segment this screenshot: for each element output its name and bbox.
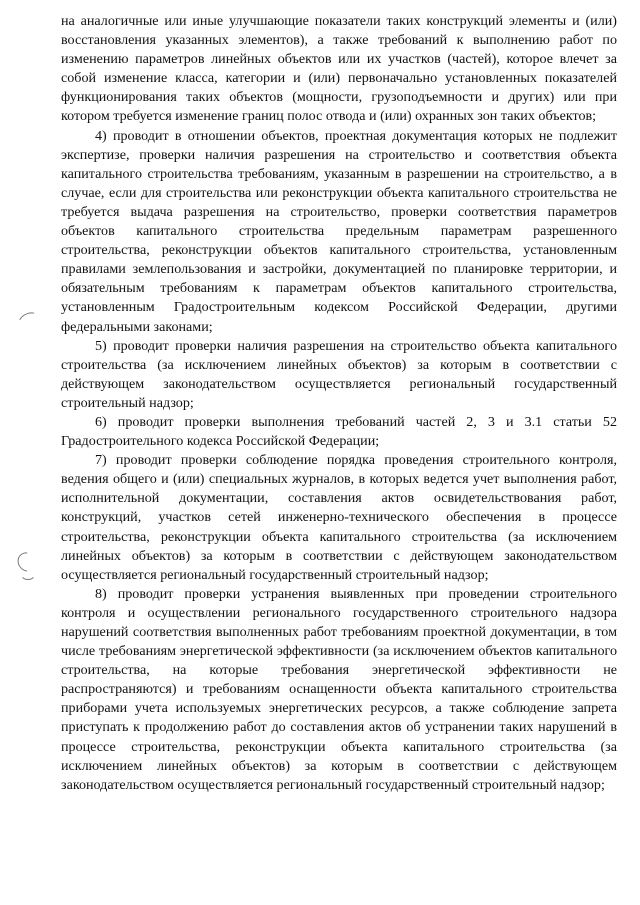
scan-margin-mark bbox=[16, 309, 43, 333]
paragraph-item-5: 5) проводит проверки наличия разрешения на строительство объекта капитального строительства (за исключением линейных объектов) за которым в соответствии с действующем законодательством осуществляется региональный государственный строительный надзор; bbox=[61, 337, 617, 411]
paragraph-continuation: на аналогичные или иные улучшающие показатели таких конструкций элементы и (или) восстановления указанных элементов), а также требований к выполнению работ по изменению параметров линейных объектов или их участков (частей), которое влечет за собой изменение класса, категории и (или) первоначально установленных показателей функционирования таких объектов (мощности, грузоподъемности и других) или при котором требуется изменение границ полос отвода и (или) охранных зон таких объектов; bbox=[61, 13, 617, 125]
scan-margin-mark bbox=[20, 566, 36, 580]
paragraph-item-4: 4) проводит в отношении объектов, проектная документация которых не подлежит экспертизе, проверки наличия разрешения на строительство и соответствия объекта капитального строительства требованиям, указанным в разрешении на строительство, а в случае, если для строительства или реконструкции объекта капитального строительства не требуется выдача разрешения на строительство, проверки соответствия параметров объектов капитального строительства предельным параметрам разрешенного строительства, реконструкции объектов капитального строительства, установленным правилами землепользования и застройки, документацией по планировке территории, и обязательным требованиям к параметрам объектов капитального строительства, установленным Градостроительным кодексом Российской Федерации, другими федеральными законами; bbox=[61, 127, 617, 335]
document-page bbox=[61, 12, 617, 795]
paragraph-item-8: 8) проводит проверки устранения выявленных при проведении строительного контроля и осуществлении регионального государственного строительного надзора нарушений соответствия выполненных работ требованиям проектной документации, в том числе требованиям энергетической эффективности (за исключением объектов капитального строительства, на которые требования энергетической эффективности не распространяются) и требованиям оснащенности объекта капитального строительства приборами учета используемых энергетических ресурсов, а также соблюдение запрета приступать к продолжению работ до составления актов об устранении таких нарушений в процессе строительства, реконструкции объекта капитального строительства (за исключением линейных объектов) за которым в соответствии с действующем законодательством осуществляется региональный государственный строительный надзор; bbox=[61, 585, 617, 793]
paragraph-item-7: 7) проводит проверки соблюдение порядка проведения строительного контроля, ведения общего и (или) специальных журналов, в которых ведется учет выполнения работ, исполнительной документации, составления актов освидетельствования работ, конструкций, участков сетей инженерно-технического обеспечения в процессе строительства, реконструкции объекта капитального строительства (за исключением линейных объектов) за которым в соответствии с действующем законодательством осуществляется региональный государственный строительный надзор; bbox=[61, 452, 617, 583]
paragraph-item-6: 6) проводит проверки выполнения требований частей 2, 3 и 3.1 статьи 52 Градостроительного кодекса Российской Федерации; bbox=[61, 413, 617, 450]
